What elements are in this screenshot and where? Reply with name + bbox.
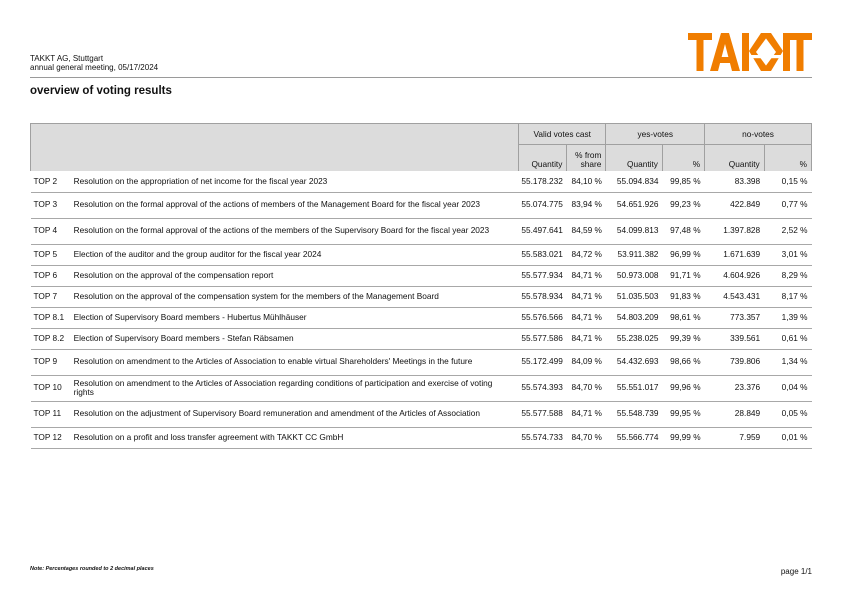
takkt-logo bbox=[688, 30, 812, 74]
agenda-item: TOP 4 bbox=[31, 218, 73, 244]
table-row bbox=[31, 192, 812, 218]
no-votes-percent: 3,01 % bbox=[764, 244, 811, 265]
table-row bbox=[31, 286, 812, 307]
company-name: TAKKT AG, Stuttgart bbox=[30, 54, 104, 63]
no-votes-quantity: 23.376 bbox=[705, 375, 765, 401]
yes-votes-percent: 99,39 % bbox=[662, 328, 704, 349]
valid-votes-quantity: 55.172.499 bbox=[519, 349, 567, 375]
valid-votes-quantity: 55.178.232 bbox=[519, 171, 567, 192]
yes-votes-quantity: 54.432.693 bbox=[606, 349, 663, 375]
resolution-text: Resolution on amendment to the Articles of Association regarding conditions of participation and exercise of voting rights bbox=[73, 375, 519, 401]
company-info bbox=[30, 54, 158, 72]
resolution-text: Election of Supervisory Board members - Hubertus Mühlhäuser bbox=[73, 307, 519, 328]
table-row bbox=[31, 171, 812, 192]
yes-votes-percent: 99,95 % bbox=[662, 401, 704, 427]
yes-quantity-header: Quantity bbox=[606, 145, 663, 172]
valid-votes-quantity: 55.574.733 bbox=[519, 427, 567, 448]
valid-votes-quantity: 55.574.393 bbox=[519, 375, 567, 401]
valid-votes-quantity: 55.583.021 bbox=[519, 244, 567, 265]
share-percent: 84,10 % bbox=[567, 171, 606, 192]
valid-votes-header: Valid votes cast bbox=[519, 124, 606, 145]
table-row bbox=[31, 328, 812, 349]
agenda-item: TOP 2 bbox=[31, 171, 73, 192]
yes-votes-percent: 99,85 % bbox=[662, 171, 704, 192]
no-votes-percent: 0,05 % bbox=[764, 401, 811, 427]
no-votes-percent: 8,17 % bbox=[764, 286, 811, 307]
resolution-text: Resolution on the appropriation of net income for the fiscal year 2023 bbox=[73, 171, 519, 192]
agenda-item: TOP 5 bbox=[31, 244, 73, 265]
valid-votes-quantity: 55.074.775 bbox=[519, 192, 567, 218]
yes-votes-quantity: 53.911.382 bbox=[606, 244, 663, 265]
meeting-date: annual general meeting, 05/17/2024 bbox=[30, 63, 159, 72]
table-row bbox=[31, 427, 812, 448]
no-votes-percent: 0,01 % bbox=[764, 427, 811, 448]
yes-votes-quantity: 55.566.774 bbox=[606, 427, 663, 448]
yes-votes-quantity: 51.035.503 bbox=[606, 286, 663, 307]
agenda-item: TOP 12 bbox=[31, 427, 73, 448]
agenda-item: TOP 3 bbox=[31, 192, 73, 218]
no-votes-quantity: 28.849 bbox=[705, 401, 765, 427]
share-percent: 84,70 % bbox=[567, 375, 606, 401]
share-percent: 84,71 % bbox=[567, 401, 606, 427]
blank-header bbox=[73, 145, 519, 172]
resolution-text: Resolution on a profit and loss transfer agreement with TAKKT CC GmbH bbox=[73, 427, 519, 448]
share-percent: 84,71 % bbox=[567, 328, 606, 349]
resolution-text: Resolution on the approval of the compensation system for the members of the Management Board bbox=[73, 286, 519, 307]
share-percent: 84,71 % bbox=[567, 286, 606, 307]
yes-votes-percent: 97,48 % bbox=[662, 218, 704, 244]
agenda-item: TOP 10 bbox=[31, 375, 73, 401]
resolution-text: Resolution on the formal approval of the actions of the members of the Supervisory Board for the fiscal year 2023 bbox=[73, 218, 519, 244]
blank-header bbox=[31, 124, 73, 145]
resolution-text: Resolution on the adjustment of Supervisory Board remuneration and amendment of the Articles of Association bbox=[73, 401, 519, 427]
resolution-text: Resolution on the approval of the compensation report bbox=[73, 265, 519, 286]
header-divider bbox=[30, 77, 812, 78]
agenda-item: TOP 8.1 bbox=[31, 307, 73, 328]
yes-votes-quantity: 50.973.008 bbox=[606, 265, 663, 286]
agenda-item: TOP 9 bbox=[31, 349, 73, 375]
share-percent: 84,72 % bbox=[567, 244, 606, 265]
yes-votes-quantity: 54.803.209 bbox=[606, 307, 663, 328]
table-row bbox=[31, 349, 812, 375]
resolution-text: Election of the auditor and the group auditor for the fiscal year 2024 bbox=[73, 244, 519, 265]
blank-header bbox=[31, 145, 73, 172]
agenda-item: TOP 6 bbox=[31, 265, 73, 286]
no-votes-quantity: 773.357 bbox=[705, 307, 765, 328]
table-row bbox=[31, 244, 812, 265]
agenda-item: TOP 11 bbox=[31, 401, 73, 427]
no-votes-percent: 0,61 % bbox=[764, 328, 811, 349]
share-header-line1: % from bbox=[575, 150, 602, 160]
resolution-text: Resolution on amendment to the Articles of Association to enable virtual Shareholders' Meetings in the future bbox=[73, 349, 519, 375]
valid-votes-quantity: 55.577.586 bbox=[519, 328, 567, 349]
share-percent: 83,94 % bbox=[567, 192, 606, 218]
no-votes-quantity: 739.806 bbox=[705, 349, 765, 375]
resolution-text: Resolution on the formal approval of the actions of members of the Management Board for the fiscal year 2023 bbox=[73, 192, 519, 218]
yes-votes-quantity: 55.238.025 bbox=[606, 328, 663, 349]
no-pct-header: % bbox=[764, 145, 811, 172]
share-percent: 84,09 % bbox=[567, 349, 606, 375]
page-number: page 1/1 bbox=[780, 567, 812, 576]
yes-votes-percent: 96,99 % bbox=[662, 244, 704, 265]
yes-votes-percent: 99,96 % bbox=[662, 375, 704, 401]
valid-votes-quantity: 55.577.588 bbox=[519, 401, 567, 427]
yes-votes-percent: 98,66 % bbox=[662, 349, 704, 375]
share-percent: 84,70 % bbox=[567, 427, 606, 448]
share-header bbox=[567, 145, 606, 172]
no-votes-quantity: 1.671.639 bbox=[705, 244, 765, 265]
page-title: overview of voting results bbox=[30, 85, 172, 97]
no-votes-quantity: 422.849 bbox=[705, 192, 765, 218]
valid-votes-quantity: 55.497.641 bbox=[519, 218, 567, 244]
no-votes-quantity: 83.398 bbox=[705, 171, 765, 192]
yes-votes-quantity: 55.094.834 bbox=[606, 171, 663, 192]
table-row bbox=[31, 307, 812, 328]
share-percent: 84,59 % bbox=[567, 218, 606, 244]
yes-votes-quantity: 54.651.926 bbox=[606, 192, 663, 218]
agenda-item: TOP 8.2 bbox=[31, 328, 73, 349]
table-row bbox=[31, 218, 812, 244]
no-votes-header: no-votes bbox=[705, 124, 812, 145]
footnote: Note: Percentages rounded to 2 decimal places bbox=[30, 566, 154, 572]
valid-votes-quantity: 55.578.934 bbox=[519, 286, 567, 307]
header-column-row bbox=[31, 145, 812, 172]
resolution-text: Election of Supervisory Board members - Stefan Räbsamen bbox=[73, 328, 519, 349]
table-row bbox=[31, 375, 812, 401]
yes-votes-percent: 98,61 % bbox=[662, 307, 704, 328]
no-votes-percent: 0,04 % bbox=[764, 375, 811, 401]
yes-votes-quantity: 54.099.813 bbox=[606, 218, 663, 244]
no-votes-percent: 0,15 % bbox=[764, 171, 811, 192]
agenda-item: TOP 7 bbox=[31, 286, 73, 307]
table-row bbox=[31, 265, 812, 286]
no-votes-quantity: 339.561 bbox=[705, 328, 765, 349]
valid-quantity-header: Quantity bbox=[519, 145, 567, 172]
yes-votes-quantity: 55.548.739 bbox=[606, 401, 663, 427]
no-votes-quantity: 1.397.828 bbox=[705, 218, 765, 244]
table-row bbox=[31, 401, 812, 427]
yes-pct-header: % bbox=[662, 145, 704, 172]
header-group-row bbox=[31, 124, 812, 145]
yes-votes-percent: 99,99 % bbox=[662, 427, 704, 448]
no-votes-percent: 1,34 % bbox=[764, 349, 811, 375]
share-percent: 84,71 % bbox=[567, 265, 606, 286]
share-percent: 84,71 % bbox=[567, 307, 606, 328]
yes-votes-quantity: 55.551.017 bbox=[606, 375, 663, 401]
no-votes-percent: 0,77 % bbox=[764, 192, 811, 218]
valid-votes-quantity: 55.576.566 bbox=[519, 307, 567, 328]
no-votes-percent: 1,39 % bbox=[764, 307, 811, 328]
no-votes-percent: 2,52 % bbox=[764, 218, 811, 244]
no-votes-quantity: 4.604.926 bbox=[705, 265, 765, 286]
yes-votes-header: yes-votes bbox=[606, 124, 705, 145]
share-header-line2: share bbox=[580, 159, 602, 169]
no-votes-quantity: 4.543.431 bbox=[705, 286, 765, 307]
no-quantity-header: Quantity bbox=[705, 145, 765, 172]
voting-results-table bbox=[30, 123, 812, 449]
yes-votes-percent: 91,83 % bbox=[662, 286, 704, 307]
no-votes-quantity: 7.959 bbox=[705, 427, 765, 448]
blank-header bbox=[73, 124, 519, 145]
yes-votes-percent: 91,71 % bbox=[662, 265, 704, 286]
no-votes-percent: 8,29 % bbox=[764, 265, 811, 286]
valid-votes-quantity: 55.577.934 bbox=[519, 265, 567, 286]
yes-votes-percent: 99,23 % bbox=[662, 192, 704, 218]
